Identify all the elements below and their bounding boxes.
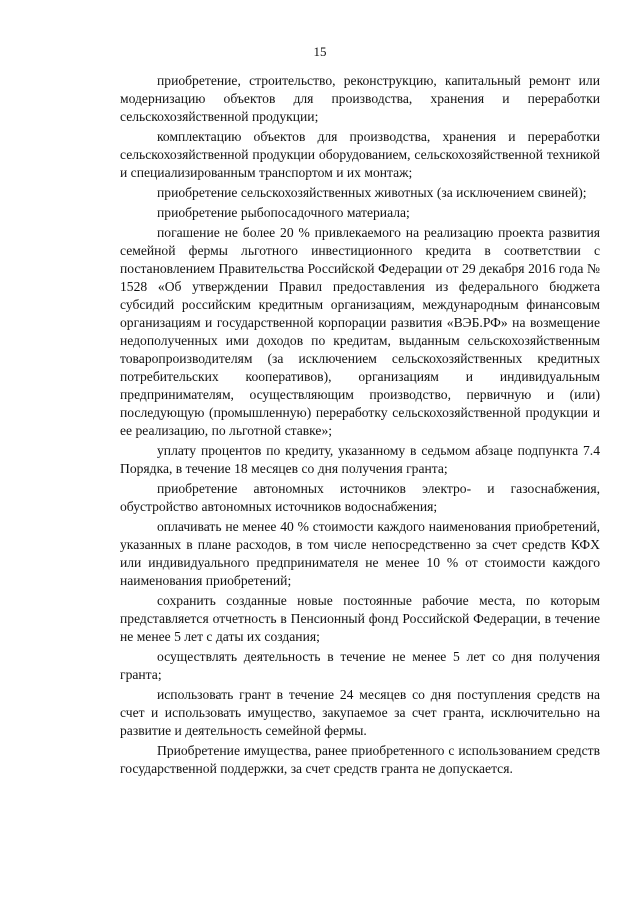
paragraph: приобретение сельскохозяйственных животных (за исключением свиней); <box>157 185 587 200</box>
paragraph: комплектацию объектов для производства, хранения и переработки сельскохозяйственной продукции оборудованием, сельскохозяйственной техникой и специализированным транспортом и их монтаж; <box>120 129 600 180</box>
body-text <box>120 72 600 780</box>
paragraph: уплату процентов по кредиту, указанному в седьмом абзаце подпункта 7.4 Порядка, в течение 18 месяцев со дня получения гранта; <box>120 443 600 476</box>
paragraph: приобретение автономных источников электро- и газоснабжения, обустройство автономных источников водоснабжения; <box>120 481 600 514</box>
paragraph: сохранить созданные новые постоянные рабочие места, по которым представляется отчетность в Пенсионный фонд Российской Федерации, в течение не менее 5 лет с даты их создания; <box>120 593 600 644</box>
paragraph: погашение не более 20 % привлекаемого на реализацию проекта развития семейной фермы льготного инвестиционного кредита в соответствии с постановлением Правительства Российской Федерации от 29 декабря 2016 года № 1528 «Об утверждении Правил предоставления из федерального бюджета субсидий российским кредитным организациям, международным финансовым организациям и государственной корпорации развития «ВЭБ.РФ» на возмещение недополученных ими доходов по кредитам, выданным сельскохозяйственным товаропроизводителям (за исключением сельскохозяйственных кредитных потребительских кооперативов), организациям и индивидуальным предпринимателям, осуществляющим производство, первичную и (или) последующую (промышленную) переработку сельскохозяйственной продукции и ее реализацию, по льготной ставке»; <box>120 225 600 438</box>
paragraph: Приобретение имущества, ранее приобретенного с использованием средств государственной поддержки, за счет средств гранта не допускается. <box>120 743 600 776</box>
paragraph: осуществлять деятельность в течение не менее 5 лет со дня получения гранта; <box>120 649 600 682</box>
paragraph: использовать грант в течение 24 месяцев со дня поступления средств на счет и использовать имущество, закупаемое за счет гранта, исключительно на развитие и деятельность семейной фермы. <box>120 687 600 738</box>
paragraph: приобретение, строительство, реконструкцию, капитальный ремонт или модернизацию объектов для производства, хранения и переработки сельскохозяйственной продукции; <box>120 73 600 124</box>
paragraph: приобретение рыбопосадочного материала; <box>157 205 410 220</box>
page-number: 15 <box>313 44 327 59</box>
paragraph: оплачивать не менее 40 % стоимости каждого наименования приобретений, указанных в плане расходов, в том числе непосредственно за счет средств КФХ или индивидуального предпринимателя не менее 10 % от стоимости каждого наименования приобретений; <box>120 519 600 588</box>
